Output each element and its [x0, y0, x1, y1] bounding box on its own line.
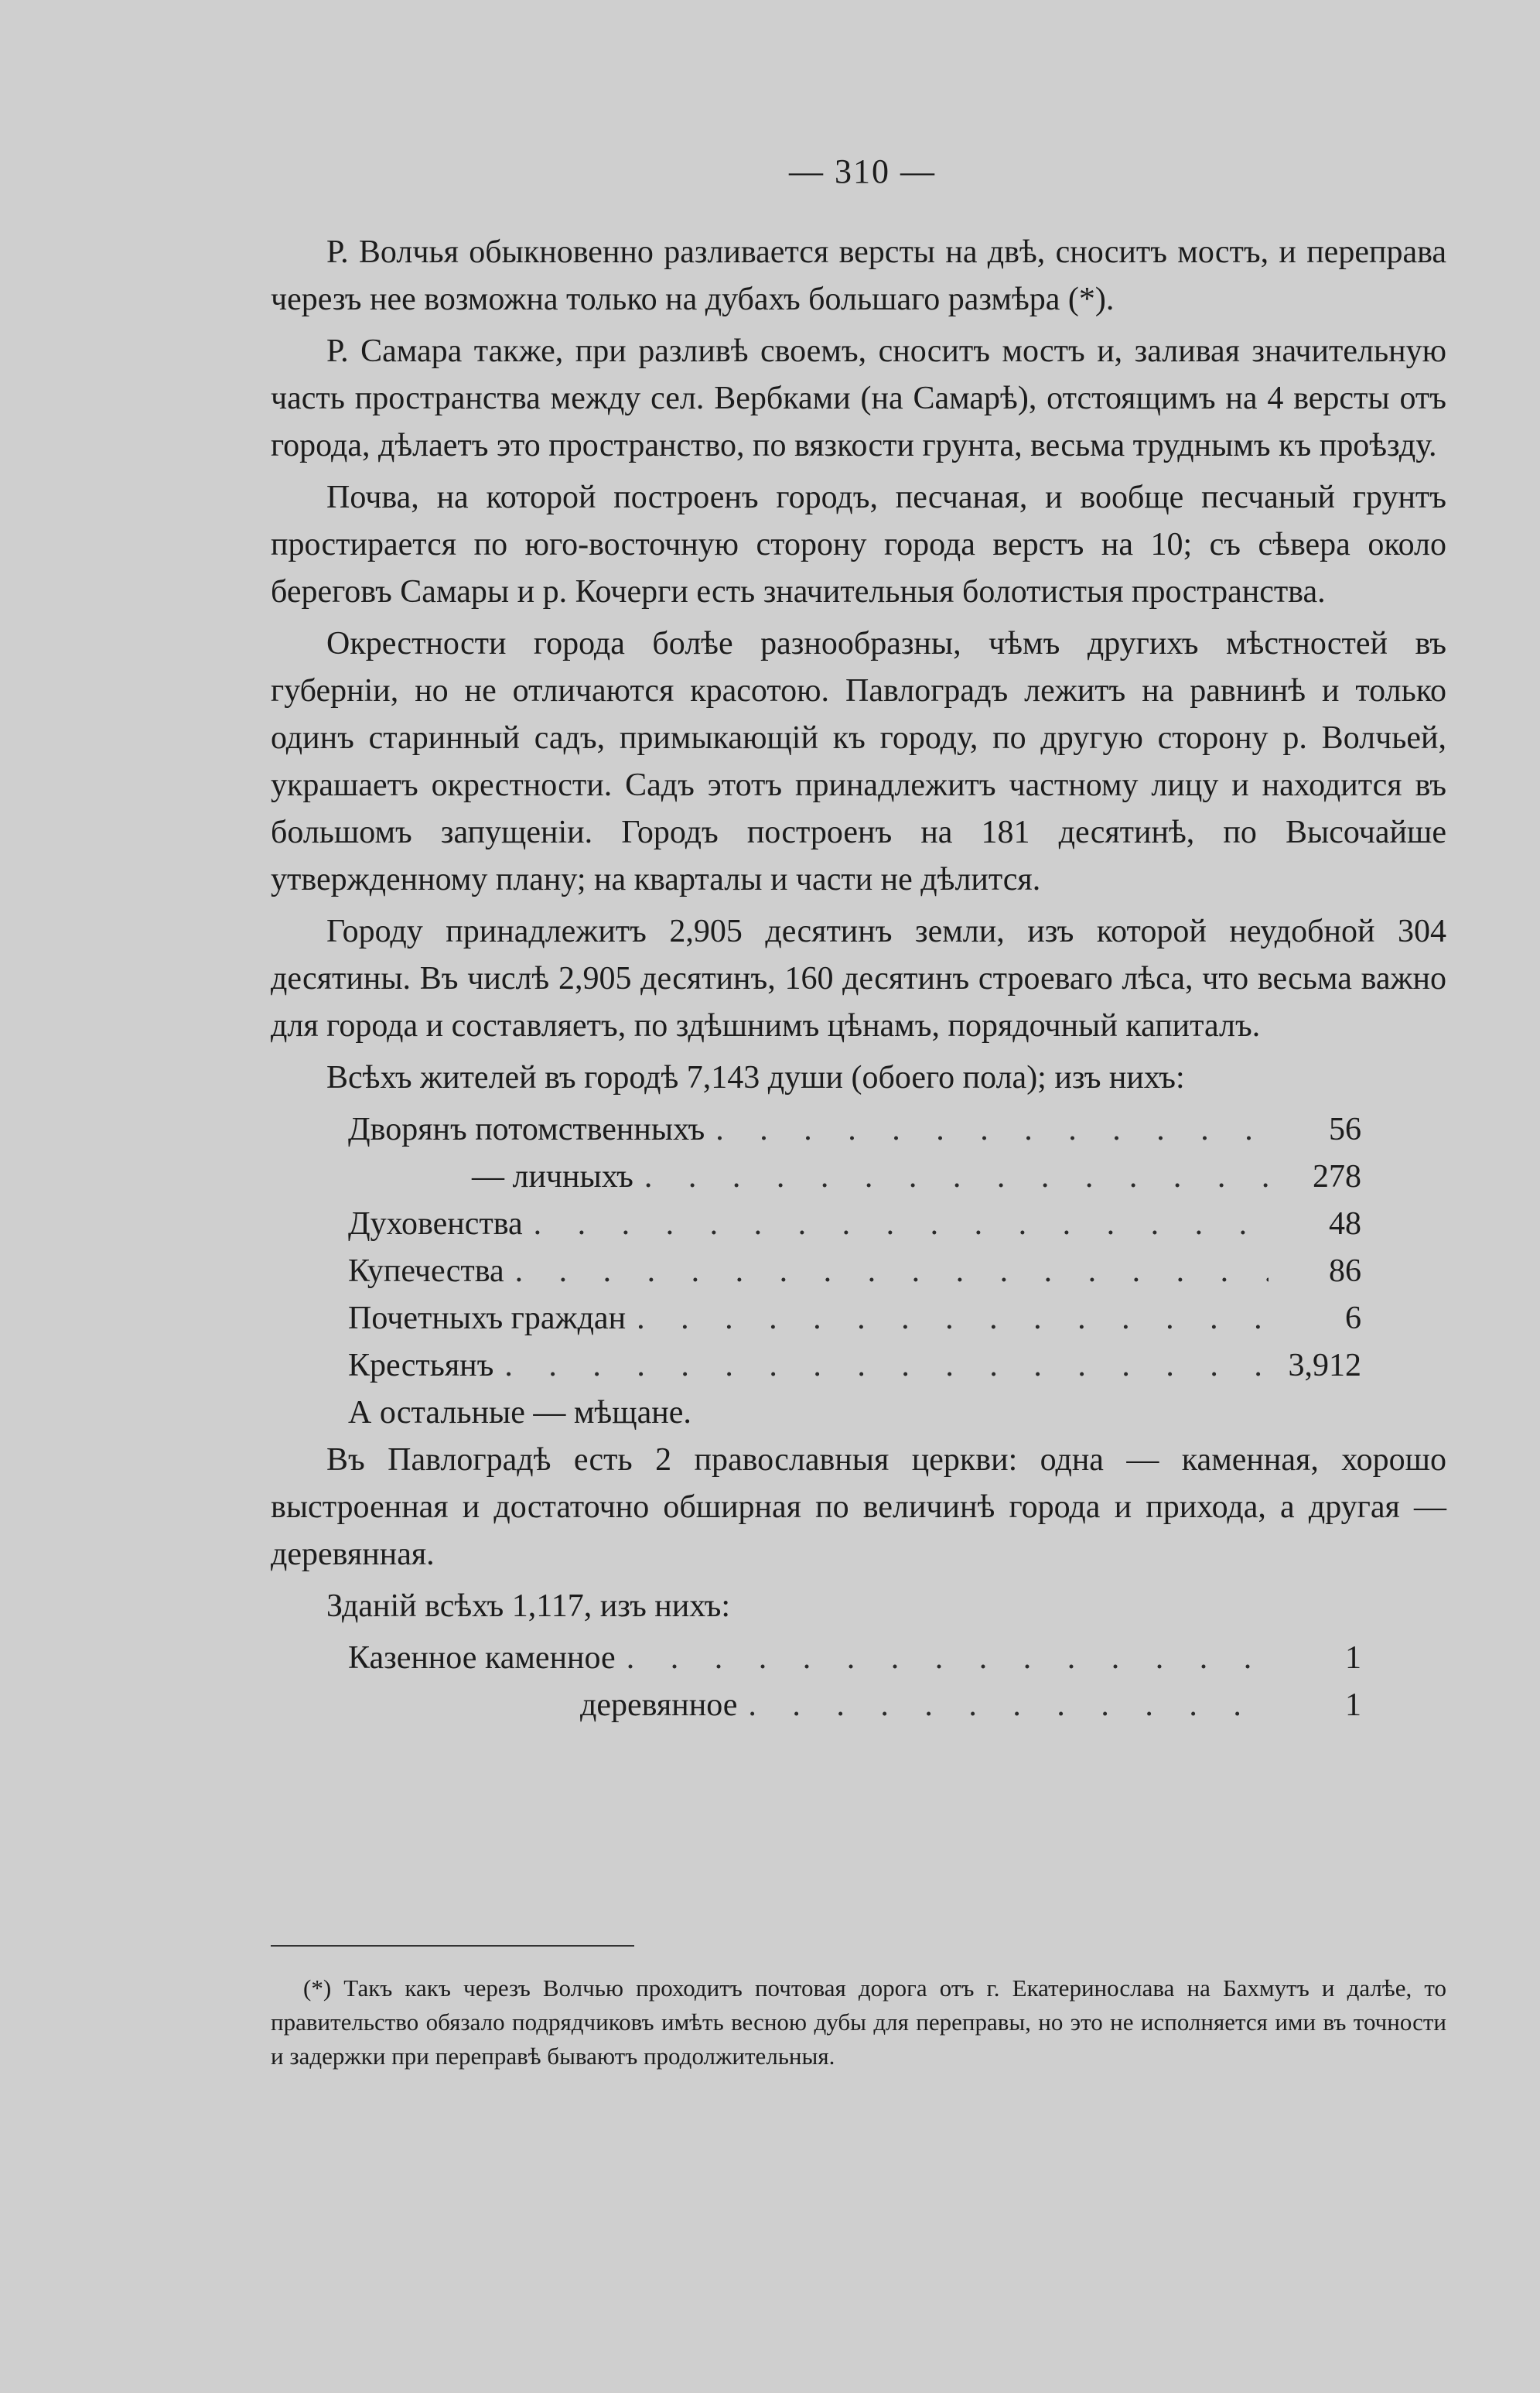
leader-dots — [705, 1106, 1269, 1154]
list-item-label: Дворянъ потомственныхъ — [348, 1112, 705, 1147]
leader-dots — [626, 1295, 1269, 1342]
list-item — [348, 1248, 1361, 1295]
list-item — [348, 1154, 1361, 1201]
paragraph-soil: Почва, на которой построенъ городъ, песчаная, и вообще песчаный грунтъ простирается по юго-восточную сторону города верстъ на 10; съ сѣвера около береговъ Самары и р. Кочерги есть значительныя болотистыя пространства. — [271, 480, 1446, 610]
population-list — [271, 1106, 1446, 1390]
paragraph-surroundings: Окрестности города болѣе разнообразны, чѣмъ другихъ мѣстностей въ губерніи, но не отличаются красотою. Павлоградъ лежитъ на равнинѣ и только одинъ старинный садъ, примыкающій къ городу, по другую сторону р. Волчьей, украшаетъ окрестности. Садъ этотъ принадлежитъ частному лицу и находится въ большомъ запущеніи. Городъ построенъ на 181 десятинѣ, по Высочайше утвержденному плану; на кварталы и части не дѣлится. — [271, 626, 1446, 897]
paragraph-churches: Въ Павлоградѣ есть 2 православныя церкви: одна — каменная, хорошо выстроенная и достаточно обширная по величинѣ города и прихода, а другая — деревянная. — [271, 1442, 1446, 1572]
list-item — [348, 1201, 1361, 1248]
list-item — [348, 1106, 1361, 1154]
list-item-label: деревянное — [580, 1687, 738, 1723]
list-item-value: 278 — [1313, 1159, 1361, 1195]
list-item-label: Духовенства — [348, 1206, 523, 1242]
list-item-label: Крестьянъ — [348, 1348, 494, 1383]
list-item-value: 1 — [1345, 1640, 1361, 1676]
paragraph-samara: Р. Самара также, при разливѣ своемъ, сноситъ мостъ и, заливая значительную часть пространства между сел. Вербками (на Самарѣ), отстоящимъ на 4 версты отъ города, дѣлаетъ это пространство, по вязкости грунта, весьма труднымъ къ проѣзду. — [271, 333, 1446, 463]
list-item-label: Казенное каменное — [348, 1640, 616, 1676]
list-item-label: — личныхъ — [472, 1159, 633, 1195]
list-item — [348, 1342, 1361, 1390]
main-text — [271, 229, 1446, 1729]
page-number: — 310 — — [789, 152, 936, 190]
list-item-value: 56 — [1329, 1112, 1361, 1147]
list-item-value: 86 — [1329, 1253, 1361, 1289]
buildings-list — [271, 1635, 1446, 1729]
paragraph-land: Городу принадлежитъ 2,905 десятинъ земли, изъ которой неудобной 304 десятины. Въ числѣ 2,905 десятинъ, 160 десятинъ строеваго лѣса, что весьма важно для города и составляетъ, по здѣшнимъ цѣнамъ, порядочный капиталъ. — [271, 914, 1446, 1044]
leader-dots — [633, 1154, 1269, 1201]
list-item-label: Купечества — [348, 1253, 504, 1289]
paragraph-volchya: Р. Волчья обыкновенно разливается версты на двѣ, сноситъ мостъ, и переправа черезъ нее возможна только на дубахъ большаго размѣра (*). — [271, 234, 1446, 317]
footnote-divider — [271, 1945, 634, 1947]
list-item-value: 6 — [1345, 1301, 1361, 1336]
list-item-value: 1 — [1345, 1687, 1361, 1723]
footnote: (*) Такъ какъ черезъ Волчью проходитъ почтовая дорога отъ г. Екатеринослава на Бахмутъ и далѣе, то правительство обязало подрядчиковъ имѣть весною дубы для переправы, но это не исполняется ими въ точности и задержки при переправѣ бываютъ продолжительныя. — [271, 1974, 1446, 2070]
paragraph-population-intro: Всѣхъ жителей въ городѣ 7,143 души (обоего пола); изъ нихъ: — [326, 1060, 1185, 1096]
list-item-value: 48 — [1329, 1206, 1361, 1242]
leader-dots — [504, 1248, 1269, 1295]
population-rest: А остальные — мѣщане. — [348, 1395, 691, 1431]
list-item-value: 3,912 — [1288, 1348, 1361, 1383]
leader-dots — [737, 1682, 1269, 1729]
leader-dots — [493, 1342, 1269, 1390]
list-item-label: Почетныхъ граждан — [348, 1301, 627, 1336]
list-item — [348, 1635, 1361, 1682]
leader-dots — [523, 1201, 1269, 1248]
list-item — [348, 1682, 1361, 1729]
list-item — [348, 1295, 1361, 1342]
paragraph-buildings-intro: Зданій всѣхъ 1,117, изъ нихъ: — [326, 1588, 731, 1624]
leader-dots — [616, 1635, 1269, 1682]
